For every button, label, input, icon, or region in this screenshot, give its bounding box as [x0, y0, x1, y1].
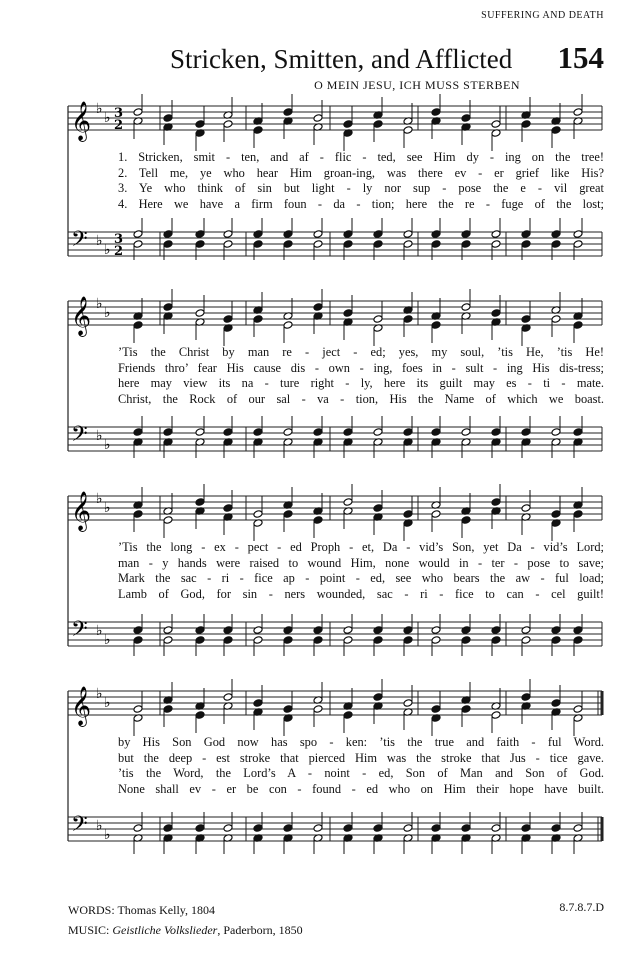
- lyric-line: ’Tis the long - ex - pect - ed Proph - et, Da - vid’s Son, yet Da - vid’s Lord;: [118, 540, 604, 554]
- svg-text:♭: ♭: [96, 296, 103, 312]
- lyric-line: by His Son God now has spo - ken: ’tis the true and faith - ful Word.: [118, 735, 604, 749]
- lyric-line: None shall ev - er be con - found - ed who on Him their hope have built.: [118, 781, 604, 796]
- lyrics-system-2: [118, 345, 604, 407]
- tune-name: O MEIN JESU, ICH MUSS STERBEN: [314, 78, 520, 92]
- lyrics-system-1: [118, 150, 604, 212]
- hymn-category: SUFFERING AND DEATH: [481, 10, 604, 21]
- svg-text:2: 2: [114, 244, 124, 259]
- meter: 8.7.8.7.D: [559, 900, 604, 914]
- svg-text:♭: ♭: [104, 437, 111, 453]
- svg-text:𝄞: 𝄞: [71, 296, 92, 336]
- svg-text:2: 2: [114, 118, 124, 133]
- lyrics-system-4: [118, 735, 604, 797]
- svg-text:♭: ♭: [96, 233, 103, 249]
- svg-text:♭: ♭: [104, 305, 111, 321]
- svg-text:♭: ♭: [104, 242, 111, 258]
- lyric-line: Mark the sac - ri - fice ap - point - ed, see who bears the aw - ful load;: [118, 571, 604, 586]
- music-credit: MUSIC: Geistliche Volkslieder, Paderborn, 1850: [68, 923, 303, 937]
- svg-text:♭: ♭: [104, 632, 111, 648]
- svg-text:𝄞: 𝄞: [71, 491, 92, 531]
- lyric-line: 4. Here we have a firm foun - da - tion; here the re - fuge of the lost;: [118, 196, 604, 211]
- words-credit: WORDS: Thomas Kelly, 1804: [68, 903, 216, 917]
- svg-text:♭: ♭: [104, 500, 111, 516]
- svg-text:3: 3: [114, 106, 124, 121]
- lyric-line: here may view its na - ture right - ly, here its guilt may es - ti - mate.: [118, 376, 604, 391]
- lyric-line: 1. Stricken, smit - ten, and af - flic - ted, see Him dy - ing on the tree!: [118, 150, 604, 164]
- svg-text:♭: ♭: [104, 110, 111, 126]
- svg-text:♭: ♭: [104, 827, 111, 843]
- hymn-credits: [68, 900, 303, 940]
- svg-text:♭: ♭: [96, 101, 103, 117]
- lyric-line: 3. Ye who think of sin but light - ly nor sup - pose the e - vil great: [118, 181, 604, 196]
- svg-text:𝄞: 𝄞: [71, 686, 92, 726]
- lyric-line: Christ, the Rock of our sal - va - tion, His the Name of which we boast.: [118, 391, 604, 406]
- hymn-title: Stricken, Smitten, and Afflicted: [170, 44, 513, 74]
- lyric-line: ’Tis the Christ by man re - ject - ed; yes, my soul, ’tis He, ’tis He!: [118, 345, 604, 359]
- svg-text:♭: ♭: [96, 818, 103, 834]
- svg-text:♭: ♭: [96, 686, 103, 702]
- hymn-number: 154: [557, 40, 604, 75]
- lyric-line: 2. Tell me, ye who hear Him groan-ing, was there ev - er grief like His?: [118, 165, 604, 180]
- svg-text:𝄢: 𝄢: [71, 227, 88, 257]
- lyric-line: man - y hands were raised to wound Him, none would in - ter - pose to save;: [118, 555, 604, 570]
- lyric-line: ’tis the Word, the Lord’s A - noint - ed, Son of Man and Son of God.: [118, 766, 604, 781]
- svg-text:♭: ♭: [104, 695, 111, 711]
- svg-text:♭: ♭: [96, 491, 103, 507]
- lyric-line: Lamb of God, for sin - ners wounded, sac - ri - fice to can - cel guilt!: [118, 586, 604, 601]
- svg-text:♭: ♭: [96, 623, 103, 639]
- svg-text:𝄞: 𝄞: [71, 101, 92, 141]
- lyric-line: Friends thro’ fear His cause dis - own - ing, foes in - sult - ing His dis-tress;: [118, 360, 604, 375]
- svg-text:𝄢: 𝄢: [71, 617, 88, 647]
- svg-text:♭: ♭: [96, 428, 103, 444]
- lyrics-system-3: [118, 540, 604, 602]
- svg-text:3: 3: [114, 232, 124, 247]
- lyric-line: but the deep - est stroke that pierced Him was the stroke that Jus - tice gave.: [118, 750, 604, 765]
- svg-text:𝄢: 𝄢: [71, 422, 88, 452]
- svg-text:𝄢: 𝄢: [71, 812, 88, 842]
